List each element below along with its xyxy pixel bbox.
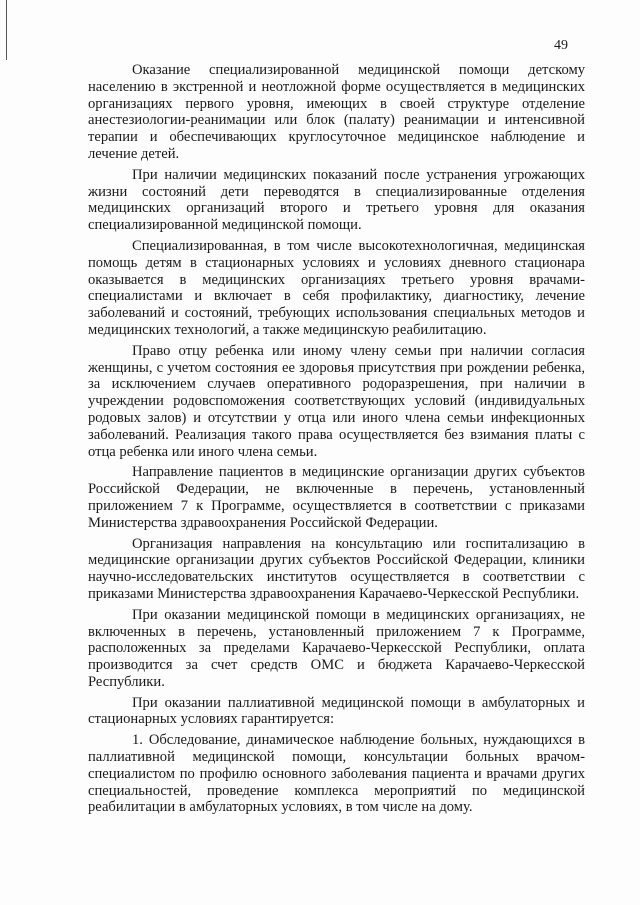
paragraph-referral-other-regions: Направление пациентов в медицинские организации других субъектов Российской Федерации, не включенные в перечень, установленный приложением 7 к Программе, осуществляется в соответствии с приказами Министерства здравоохранения Российской Федерации.: [88, 464, 585, 531]
document-body: [88, 62, 585, 820]
paragraph-father-presence: Право отцу ребенка или иному члену семьи при наличии согласия женщины, с учетом состояния ее здоровья присутствия при рождении ребенка, за исключением случаев оперативного родоразрешения, при наличии в учреждении родовспоможения соответствующих условий (индивидуальных родовых залов) и отсутствии у отца или иного члена семьи инфекционных заболеваний. Реализация такого права осуществляется без взимания платы с отца ребенка или иного члена семьи.: [88, 342, 585, 460]
scan-edge-line: [6, 0, 7, 60]
page-number: 49: [554, 38, 568, 53]
paragraph-high-tech-care: Специализированная, в том числе высокотехнологичная, медицинская помощь детям в стационарных условиях и условиях дневного стационара оказывается в медицинских организациях третьего уровня врачами-специалистами и включает в себя профилактику, диагностику, лечение заболеваний и состояний, требующих использования специальных методов и медицинских технологий, а также медицинскую реабилитацию.: [88, 237, 585, 338]
paragraph-specialized-care-children: Оказание специализированной медицинской помощи детскому населению в экстренной и неотложной форме осуществляется в медицинских организациях первого уровня, имеющих в своей структуре отделение анестезиологии-реанимации или блок (палату) реанимации и интенсивной терапии и обеспечивающих круглосуточное медицинское наблюдение и лечение детей.: [88, 62, 585, 162]
paragraph-consultation-organization: Организация направления на консультацию или госпитализацию в медицинские организации других субъектов Российской Федерации, клиники научно-исследовательских институтов осуществляется в соответствии с приказами Министерства здравоохранения Карачаево-Черкесской Республики.: [88, 535, 585, 602]
paragraph-payment-outside-republic: При оказании медицинской помощи в медицинских организациях, не включенных в перечень, установленный приложением 7 к Программе, расположенных за пределами Карачаево-Черкесской Республики, оплата производится за счет средств ОМС и бюджета Карачаево-Черкесской Республики.: [88, 606, 585, 690]
paragraph-palliative-item-1: 1. Обследование, динамическое наблюдение больных, нуждающихся в паллиативной медицинской помощи, консультации больных врачом-специалистом по профилю основного заболевания пациента и врачами других специальностей, проведение комплекса мероприятий по медицинской реабилитации в амбулаторных условиях, в том числе на дому.: [88, 732, 585, 816]
paragraph-palliative-intro: При оказании паллиативной медицинской помощи в амбулаторных и стационарных условиях гарантируется:: [88, 694, 585, 728]
paragraph-transfer-indications: При наличии медицинских показаний после устранения угрожающих жизни состояний дети переводятся в специализированные отделения медицинских организаций второго и третьего уровня для оказания специализированной медицинской помощи.: [88, 166, 585, 234]
